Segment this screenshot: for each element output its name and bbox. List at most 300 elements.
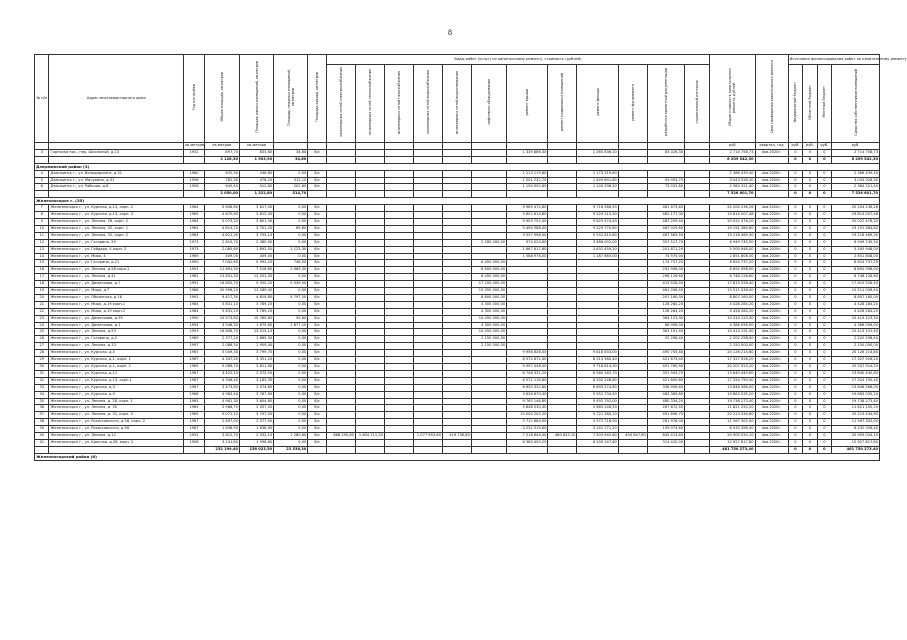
row-num: 8 [35, 212, 49, 219]
work-cost-cell [442, 205, 471, 212]
work-cost-cell [413, 370, 442, 377]
nonres-area-cell: 746,50 [274, 260, 308, 267]
row-num: 11 [35, 232, 49, 239]
work-cost-cell [685, 391, 710, 398]
work-cost-cell [618, 412, 647, 419]
deadline-cell: 4кв.2020г. [755, 377, 788, 384]
work-cost-cell [685, 294, 710, 301]
work-cost-cell [442, 412, 471, 419]
roof-cell: б/с [308, 232, 327, 239]
work-cost-cell [618, 205, 647, 212]
work-cost-cell [413, 212, 442, 219]
work-cost-cell: 314 420,00 [647, 439, 684, 446]
total-area-cell: 5 069,70 [204, 364, 239, 371]
work-cost-cell [685, 405, 710, 412]
work-cost-cell [442, 246, 471, 253]
work-cost-cell [548, 384, 577, 391]
work-cost-cell [618, 177, 647, 184]
work-cost-cell [442, 384, 471, 391]
table-row [35, 426, 880, 433]
work-cost-cell [442, 391, 471, 398]
financing-cell: 0 [803, 433, 817, 440]
nonres-area-cell: 0,00 [274, 370, 308, 377]
financing-cell: 0 [803, 384, 817, 391]
work-cost-cell [355, 149, 384, 156]
financing-cell: 0 [803, 281, 817, 288]
work-cost-cell [685, 398, 710, 405]
financing-cell: 0 [803, 315, 817, 322]
work-cost-cell [577, 267, 618, 274]
header-work-type: ремонт крыши [507, 65, 548, 143]
table-row [35, 274, 880, 281]
work-cost-cell [548, 350, 577, 357]
work-cost-cell [471, 184, 506, 191]
roof-cell [308, 191, 327, 198]
work-cost-cell [548, 267, 577, 274]
row-num: 26 [35, 336, 49, 343]
financing-cell: 0 [788, 336, 802, 343]
work-cost-cell [384, 294, 413, 301]
address-cell: Железногорск г., ул. Мира, д.19 корп.2 [49, 308, 184, 315]
deadline-cell: 4кв.2020г. [755, 370, 788, 377]
work-cost-cell: 9 537 996,50 [507, 232, 548, 239]
work-cost-cell [507, 267, 548, 274]
work-cost-cell: 1 604 711,20 [355, 433, 384, 440]
work-cost-cell: 9 242 615,60 [577, 232, 618, 239]
financing-cell: 4 428 284,20 [832, 308, 880, 315]
year-cell: 1967 [184, 350, 205, 357]
deadline-cell: 4кв.2020г. [755, 294, 788, 301]
financing-cell: 0 [803, 419, 817, 426]
district-header-row [35, 198, 880, 205]
total-cost-cell: 20 213 434,60 [709, 412, 755, 419]
work-cost-cell [355, 156, 384, 163]
work-cost-cell [326, 405, 355, 412]
work-cost-cell [685, 191, 710, 198]
work-cost-cell [548, 253, 577, 260]
work-cost-cell [618, 315, 647, 322]
financing-cell: 0 [803, 412, 817, 419]
work-cost-cell [507, 274, 548, 281]
work-cost-cell [442, 439, 471, 446]
district-name: Железногорский район (6) [35, 453, 880, 460]
financing-cell: 10 413 191,40 [832, 329, 880, 336]
residential-area-cell: 833,80 [240, 149, 274, 156]
year-cell: 1992 [184, 294, 205, 301]
total-area-cell: 4 347,20 [204, 357, 239, 364]
residential-area-cell: 2 057,00 [240, 405, 274, 412]
roof-cell: б/с [308, 301, 327, 308]
financing-cell: 0 [788, 225, 802, 232]
work-cost-cell [618, 212, 647, 219]
total-cost-cell: 13 640 440,60 [709, 370, 755, 377]
work-cost-cell [685, 370, 710, 377]
total-cost-cell: 19 863 035,20 [709, 391, 755, 398]
work-cost-cell: 3 141 771,20 [577, 426, 618, 433]
work-cost-cell [442, 218, 471, 225]
deadline-cell: 4кв.2020г. [755, 274, 788, 281]
work-cost-cell [384, 212, 413, 219]
work-cost-cell [685, 232, 710, 239]
work-cost-cell [355, 225, 384, 232]
work-cost-cell [685, 205, 710, 212]
year-cell: 1967 [184, 426, 205, 433]
work-cost-cell [442, 301, 471, 308]
residential-area-cell: 3 183,30 [240, 377, 274, 384]
residential-area-cell: 3 789,20 [240, 308, 274, 315]
financing-cell: 0 [803, 446, 817, 453]
address-cell: Железногорск г., ул. Димитрова, д.7 [49, 281, 184, 288]
work-cost-cell [326, 384, 355, 391]
header-address: Адрес многоквартирного дома [49, 55, 184, 143]
total-cost-cell: 4 428 284,20 [709, 308, 755, 315]
table-row [35, 218, 880, 225]
financing-cell: 12 927 817,80 [832, 439, 880, 446]
roof-cell: б/с [308, 377, 327, 384]
address-cell: Железногорск г., ул. Курская, д.13, корп.1 [49, 377, 184, 384]
work-cost-cell [442, 149, 471, 156]
work-cost-cell [647, 343, 684, 350]
total-area-cell: 5 831,10 [204, 308, 239, 315]
deadline-cell [755, 191, 788, 198]
address-cell [49, 156, 184, 163]
year-cell: 1965 [184, 364, 205, 371]
financing-cell: 0 [788, 315, 802, 322]
unit-cell [618, 143, 647, 150]
row-num: 23 [35, 315, 49, 322]
work-cost-cell: 5 572 718,00 [577, 419, 618, 426]
work-cost-cell: 467 565,50 [647, 232, 684, 239]
work-cost-cell: 86 056,00 [647, 322, 684, 329]
work-cost-cell [326, 322, 355, 329]
work-cost-cell [618, 350, 647, 357]
work-cost-cell [442, 446, 471, 453]
work-cost-cell [384, 149, 413, 156]
financing-cell: 0 [817, 225, 831, 232]
work-cost-cell [413, 191, 442, 198]
work-cost-cell: 10 000 202,20 [507, 412, 548, 419]
work-cost-cell: 1 187 860,00 [577, 253, 618, 260]
deadline-cell: 4кв.2020г. [755, 149, 788, 156]
row-num: 6 [35, 184, 49, 191]
financing-cell: 0 [817, 294, 831, 301]
work-cost-cell [618, 274, 647, 281]
roof-cell: б/с [308, 343, 327, 350]
table-row [35, 232, 880, 239]
total-cost-cell: 17 615 528,40 [709, 281, 755, 288]
deadline-cell: 4кв.2020г. [755, 212, 788, 219]
residential-area-cell: 412,80 [240, 184, 274, 191]
total-area-cell: 3 548,30 [204, 322, 239, 329]
nonres-area-cell: 0,00 [274, 336, 308, 343]
work-cost-cell [326, 446, 355, 453]
unit-cell [326, 143, 355, 150]
table-row [35, 301, 880, 308]
work-cost-cell [577, 274, 618, 281]
row-num: 12 [35, 239, 49, 246]
nonres-area-cell: 0,00 [274, 405, 308, 412]
work-cost-cell [471, 391, 506, 398]
work-cost-cell [355, 336, 384, 343]
row-num: 40 [35, 433, 49, 440]
financing-cell: 6 748 126,60 [832, 274, 880, 281]
address-cell: Железногорск г., ул. Ленина, д.41 [49, 274, 184, 281]
work-cost-cell [384, 433, 413, 440]
work-cost-cell [326, 156, 355, 163]
work-cost-cell [548, 343, 577, 350]
work-cost-cell [413, 232, 442, 239]
work-cost-cell [685, 364, 710, 371]
residential-area-cell: 3 351,20 [240, 357, 274, 364]
year-cell: 1966 [184, 391, 205, 398]
residential-area-cell: 1 865,30 [240, 336, 274, 343]
header-work-type: инженерных сетей газоснабжения [384, 65, 413, 143]
work-cost-cell [413, 329, 442, 336]
work-cost-cell: 6 364 450,20 [507, 439, 548, 446]
work-cost-cell [442, 315, 471, 322]
financing-cell: 0 [803, 391, 817, 398]
financing-cell: 0 [817, 191, 831, 198]
financing-cell: 0 [817, 405, 831, 412]
work-cost-cell: 4 300 000,00 [471, 322, 506, 329]
work-cost-cell: 1 213 119,80 [507, 170, 548, 177]
residential-area-cell: 5 992,20 [240, 260, 274, 267]
work-cost-cell [326, 225, 355, 232]
work-cost-cell [442, 329, 471, 336]
table-row [35, 315, 880, 322]
deadline-cell: 4кв.2020г. [755, 426, 788, 433]
deadline-cell: 4кв.2020г. [755, 260, 788, 267]
financing-cell: 0 [803, 212, 817, 219]
financing-cell: 0 [788, 439, 802, 446]
total-area-cell: 2 088,50 [204, 343, 239, 350]
work-cost-cell [413, 301, 442, 308]
work-cost-cell [355, 288, 384, 295]
year-cell: 1967 [184, 377, 205, 384]
work-cost-cell [507, 315, 548, 322]
residential-area-cell: 1 675,80 [240, 322, 274, 329]
work-cost-cell: 9 721 280,10 [577, 412, 618, 419]
work-cost-cell [577, 308, 618, 315]
work-cost-cell [548, 336, 577, 343]
financing-cell: 0 [803, 322, 817, 329]
residential-area-cell: 436,80 [240, 170, 274, 177]
work-cost-cell [471, 253, 506, 260]
work-cost-cell [442, 170, 471, 177]
table-row [35, 288, 880, 295]
address-cell: Железногорск г., ул. Мира, д.7 [49, 288, 184, 295]
work-cost-cell [618, 239, 647, 246]
work-cost-cell: 6 560 165,70 [577, 370, 618, 377]
work-cost-cell [355, 260, 384, 267]
deadline-cell: 4кв.2020г. [755, 391, 788, 398]
nonres-area-cell: 202,60 [274, 184, 308, 191]
work-cost-cell: 421 673,40 [647, 357, 684, 364]
financing-cell: 0 [803, 156, 817, 163]
financing-cell: 0 [788, 426, 802, 433]
financing-cell: 2 150 000,00 [832, 343, 880, 350]
total-cost-cell: 13 846 566,00 [709, 384, 755, 391]
unit-cell: руб. [803, 143, 817, 150]
work-cost-cell: 9 903 752,40 [507, 218, 548, 225]
total-cost-cell: 6 209 542,30 [709, 156, 755, 163]
work-cost-cell [685, 350, 710, 357]
header-financing-source: Средства собственников помещений [832, 65, 880, 143]
work-cost-cell: 9 765 146,80 [507, 398, 548, 405]
year-cell: 1952 [184, 149, 205, 156]
nonres-area-cell: 34,60 [274, 149, 308, 156]
work-cost-cell [326, 177, 355, 184]
work-cost-cell: 4 300 000,00 [471, 301, 506, 308]
financing-cell: 7 526 601,70 [832, 191, 880, 198]
work-cost-cell: 9 956 626,00 [507, 350, 548, 357]
financing-cell: 0 [803, 225, 817, 232]
year-cell: 1967 [184, 384, 205, 391]
work-cost-cell [618, 398, 647, 405]
roof-cell: б/с [308, 212, 327, 219]
address-cell: Железногорск г., ул. Димитрова, д.1 [49, 322, 184, 329]
work-cost-cell [442, 426, 471, 433]
work-cost-cell [384, 281, 413, 288]
work-cost-cell [548, 177, 577, 184]
address-cell: Железногорск г., ул. Курская, д.3 [49, 384, 184, 391]
work-cost-cell [413, 446, 442, 453]
work-cost-cell: 8 571 116,80 [507, 377, 548, 384]
year-cell: 1964 [184, 232, 205, 239]
work-cost-cell [384, 267, 413, 274]
work-cost-cell [326, 329, 355, 336]
work-cost-cell [548, 149, 577, 156]
work-cost-cell [685, 260, 710, 267]
roof-cell: б/с [308, 322, 327, 329]
nonres-area-cell: 0,00 [274, 170, 308, 177]
financing-cell: 3 043 928,30 [832, 177, 880, 184]
financing-cell: 0 [803, 336, 817, 343]
financing-cell: 0 [803, 426, 817, 433]
work-cost-cell [548, 412, 577, 419]
work-cost-cell: 8 572 672,40 [507, 357, 548, 364]
work-cost-cell [355, 281, 384, 288]
total-area-cell: 232 199,40 [204, 446, 239, 453]
work-cost-cell [384, 412, 413, 419]
year-cell: 1964 [184, 205, 205, 212]
financing-cell: 0 [788, 377, 802, 384]
work-cost-cell [548, 225, 577, 232]
work-cost-cell [548, 239, 577, 246]
total-area-cell: 2 377,20 [204, 336, 239, 343]
financing-cell: 0 [817, 322, 831, 329]
work-cost-cell: 974 024,60 [507, 239, 548, 246]
work-cost-cell [384, 191, 413, 198]
nonres-area-cell: 0,00 [274, 329, 308, 336]
financing-cell: 0 [817, 315, 831, 322]
work-cost-cell: 480 835,10 [548, 433, 577, 440]
work-cost-cell [548, 170, 577, 177]
financing-cell: 15 511 036,40 [832, 288, 880, 295]
total-cost-cell: 461 750 273,40 [709, 446, 755, 453]
work-cost-cell [685, 433, 710, 440]
roof-cell: б/с [308, 419, 327, 426]
work-cost-cell [355, 170, 384, 177]
address-cell: Железногорск г., ул. Рокоссовского, д.56, корп. 2 [49, 419, 184, 426]
table-row [35, 377, 880, 384]
unit-cell [647, 143, 684, 150]
work-cost-cell [471, 177, 506, 184]
roof-cell: б/с [308, 315, 327, 322]
row-num: 39 [35, 426, 49, 433]
work-cost-cell [548, 184, 577, 191]
total-cost-cell: 10 413 191,40 [709, 329, 755, 336]
unit-cell: кв.метров [184, 143, 205, 150]
work-cost-cell [685, 239, 710, 246]
unit-cell: руб. [817, 143, 831, 150]
total-cost-cell: 20 204 236,26 [709, 205, 755, 212]
table-row [35, 170, 880, 177]
table-row [35, 225, 880, 232]
financing-cell: 0 [817, 433, 831, 440]
work-cost-cell [326, 315, 355, 322]
header-work-type: инженерных сетей электроснабжения [326, 65, 355, 143]
unit-cell: кв.метров [204, 143, 239, 150]
work-cost-cell [326, 260, 355, 267]
row-num: 25 [35, 329, 49, 336]
financing-cell: 19 863 035,20 [832, 391, 880, 398]
total-area-cell: 5 073,20 [204, 218, 239, 225]
year-cell [184, 191, 205, 198]
total-area-cell: 2 968,70 [204, 405, 239, 412]
financing-cell: 0 [803, 246, 817, 253]
financing-cell: 0 [803, 294, 817, 301]
financing-cell: 0 [788, 281, 802, 288]
work-cost-cell [413, 350, 442, 357]
financing-cell: 0 [803, 177, 817, 184]
unit-cell [413, 143, 442, 150]
work-cost-cell [471, 350, 506, 357]
nonres-area-cell: 1 280,60 [274, 433, 308, 440]
financing-cell: 0 [817, 177, 831, 184]
nonres-area-cell: 0,00 [274, 239, 308, 246]
work-cost-cell [685, 156, 710, 163]
deadline-cell: 4кв.2020г. [755, 329, 788, 336]
work-cost-cell [326, 377, 355, 384]
year-cell: 1991 [184, 281, 205, 288]
work-cost-cell [442, 308, 471, 315]
table-row [35, 294, 880, 301]
total-area-cell: 5 049,30 [204, 350, 239, 357]
roof-cell: б/с [308, 391, 327, 398]
financing-cell: 0 [817, 184, 831, 191]
work-cost-cell [471, 212, 506, 219]
roof-cell: б/с [308, 184, 327, 191]
work-cost-cell [413, 315, 442, 322]
work-cost-cell [618, 301, 647, 308]
financing-cell: 0 [817, 260, 831, 267]
work-cost-cell [355, 426, 384, 433]
work-cost-cell [384, 205, 413, 212]
total-area-cell: 4 670,60 [204, 212, 239, 219]
work-cost-cell: 868 295,60 [326, 433, 355, 440]
work-cost-cell [384, 177, 413, 184]
work-cost-cell: 2 150 000,00 [471, 343, 506, 350]
roof-cell: б/с [308, 170, 327, 177]
financing-cell: 0 [788, 253, 802, 260]
work-cost-cell [548, 212, 577, 219]
work-cost-cell [548, 439, 577, 446]
work-cost-cell [471, 232, 506, 239]
financing-cell: 0 [788, 184, 802, 191]
address-cell: Железногорск г., ул. Курская, д.1, корп. 1 [49, 357, 184, 364]
address-cell: Железногорск г., ул. Обоянская, д.16 [49, 294, 184, 301]
